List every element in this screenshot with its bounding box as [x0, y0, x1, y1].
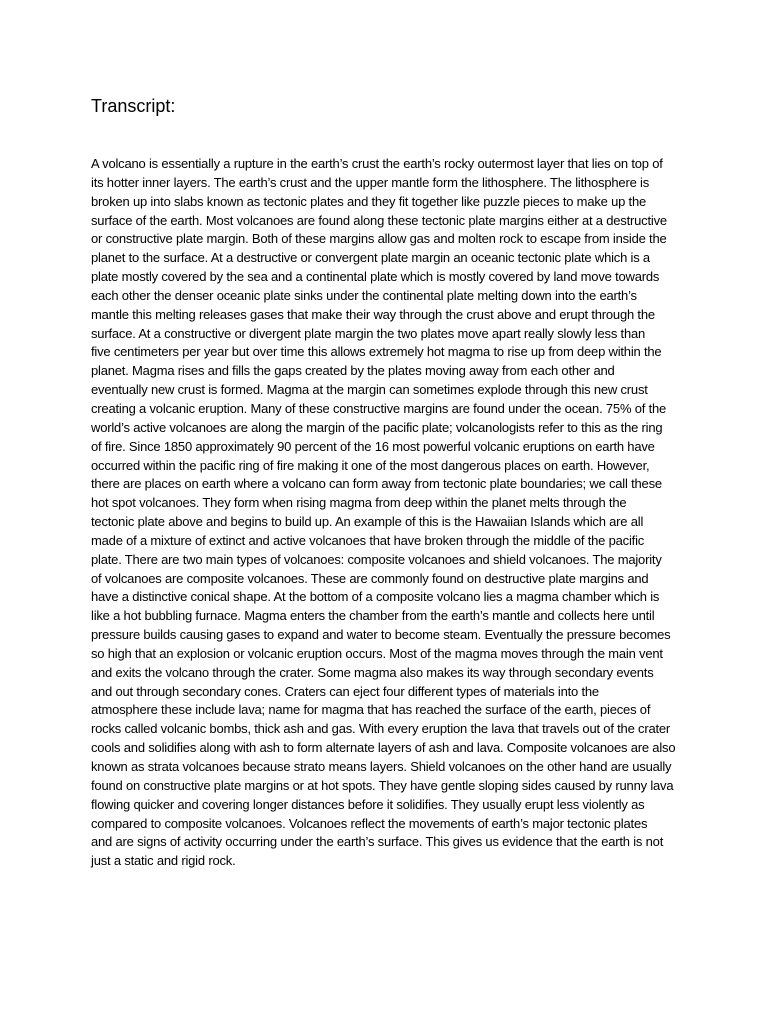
transcript-line: surface. At a constructive or divergent plate margin the two plates move apart really slowly less than: [91, 325, 646, 341]
transcript-line: tectonic plate above and begins to build up. An example of this is the Hawaiian Islands which are all: [91, 514, 644, 530]
transcript-line: its hotter inner layers. The earth’s crust and the upper mantle form the lithosphere. The lithosphere is: [91, 174, 650, 190]
transcript-line: of volcanoes are composite volcanoes. These are commonly found on destructive plate margins and: [91, 570, 649, 586]
transcript-line: known as strata volcanoes because strato means layers. Shield volcanoes on the other hand are usually: [91, 759, 672, 774]
transcript-line: made of a mixture of extinct and active volcanoes that have broken through the middle of the pacific: [91, 532, 645, 548]
transcript-line: and are signs of activity occurring under the earth’s surface. This gives us evidence that the earth is not: [91, 834, 664, 850]
transcript-line: world’s active volcanoes are along the margin of the pacific plate; volcanologists refer to this as the ring: [91, 419, 663, 435]
transcript-line: and exits the volcano through the crater. Some magma also makes its way through secondary events: [91, 664, 654, 680]
transcript-line: occurred within the pacific ring of fire making it one of the most dangerous places on earth. However,: [91, 457, 650, 473]
transcript-line: rocks called volcanic bombs, thick ash and gas. With every eruption the lava that travels out of the crater: [91, 721, 671, 737]
transcript-line: five centimeters per year but over time this allows extremely hot magma to rise up from deep within the: [91, 344, 662, 360]
transcript-line: compared to composite volcanoes. Volcanoes reflect the movements of earth’s major tectonic plates: [91, 815, 648, 831]
transcript-line: planet to the surface. At a destructive or convergent plate margin an oceanic tectonic plate which is a: [91, 250, 650, 266]
transcript-line: mantle this melting releases gases that make their way through the crust above and erupt through the: [91, 306, 655, 322]
transcript-line: cools and solidifies along with ash to form alternate layers of ash and lava. Composite volcanoes are also: [91, 740, 676, 756]
transcript-line: flowing quicker and covering longer distances before it solidifies. They usually erupt less violently as: [91, 796, 645, 812]
transcript-line: have a distinctive conical shape. At the bottom of a composite volcano lies a magma chamber which is: [91, 589, 660, 605]
transcript-line: pressure builds causing gases to expand and water to become steam. Eventually the pressure becomes: [91, 627, 671, 643]
transcript-line: surface of the earth. Most volcanoes are found along these tectonic plate margins either at a destructive: [91, 212, 667, 228]
transcript-line: broken up into slabs known as tectonic plates and they fit together like puzzle pieces to make up the: [91, 193, 647, 209]
transcript-line: A volcano is essentially a rupture in the earth’s crust the earth’s rocky outermost layer that lies on top of: [91, 156, 663, 171]
transcript-line: there are places on earth where a volcano can form away from tectonic plate boundaries; we call these: [91, 476, 662, 492]
transcript-line: atmosphere these include lava; name for magma that has reached the surface of the earth, pieces of: [91, 702, 651, 718]
transcript-line: found on constructive plate margins or at hot spots. They have gentle sloping sides caused by runny lava: [91, 777, 674, 793]
transcript-line: or constructive plate margin. Both of these margins allow gas and molten rock to escape from inside the: [91, 231, 667, 247]
transcript-line: eventually new crust is formed. Magma at the margin can sometimes explode through this new crust: [91, 382, 648, 398]
transcript-line: like a hot bubbling furnace. Magma enters the chamber from the earth’s mantle and collects here until: [91, 608, 655, 624]
transcript-line: planet. Magma rises and fills the gaps created by the plates moving away from each other and: [91, 363, 615, 379]
transcript-line: and out through secondary cones. Craters can eject four different types of materials into the: [91, 683, 599, 699]
transcript-line: just a static and rigid rock.: [91, 853, 236, 869]
transcript-line: hot spot volcanoes. They form when rising magma from deep within the planet melts through the: [91, 495, 627, 511]
transcript-heading: Transcript:: [91, 96, 176, 116]
transcript-line: of fire. Since 1850 approximately 90 percent of the 16 most powerful volcanic eruptions on earth have: [91, 438, 655, 454]
transcript-body: [91, 155, 691, 871]
transcript-line: each other the denser oceanic plate sinks under the continental plate melting down into the earth’s: [91, 287, 637, 303]
transcript-line: plate. There are two main types of volcanoes: composite volcanoes and shield volcanoes. The majority: [91, 551, 662, 567]
transcript-line: plate mostly covered by the sea and a continental plate which is mostly covered by land move towards: [91, 269, 660, 285]
transcript-line: creating a volcanic eruption. Many of these constructive margins are found under the ocean. 75% of the: [91, 400, 667, 416]
transcript-line: so high that an explosion or volcanic eruption occurs. Most of the magma moves through the main vent: [91, 645, 663, 661]
